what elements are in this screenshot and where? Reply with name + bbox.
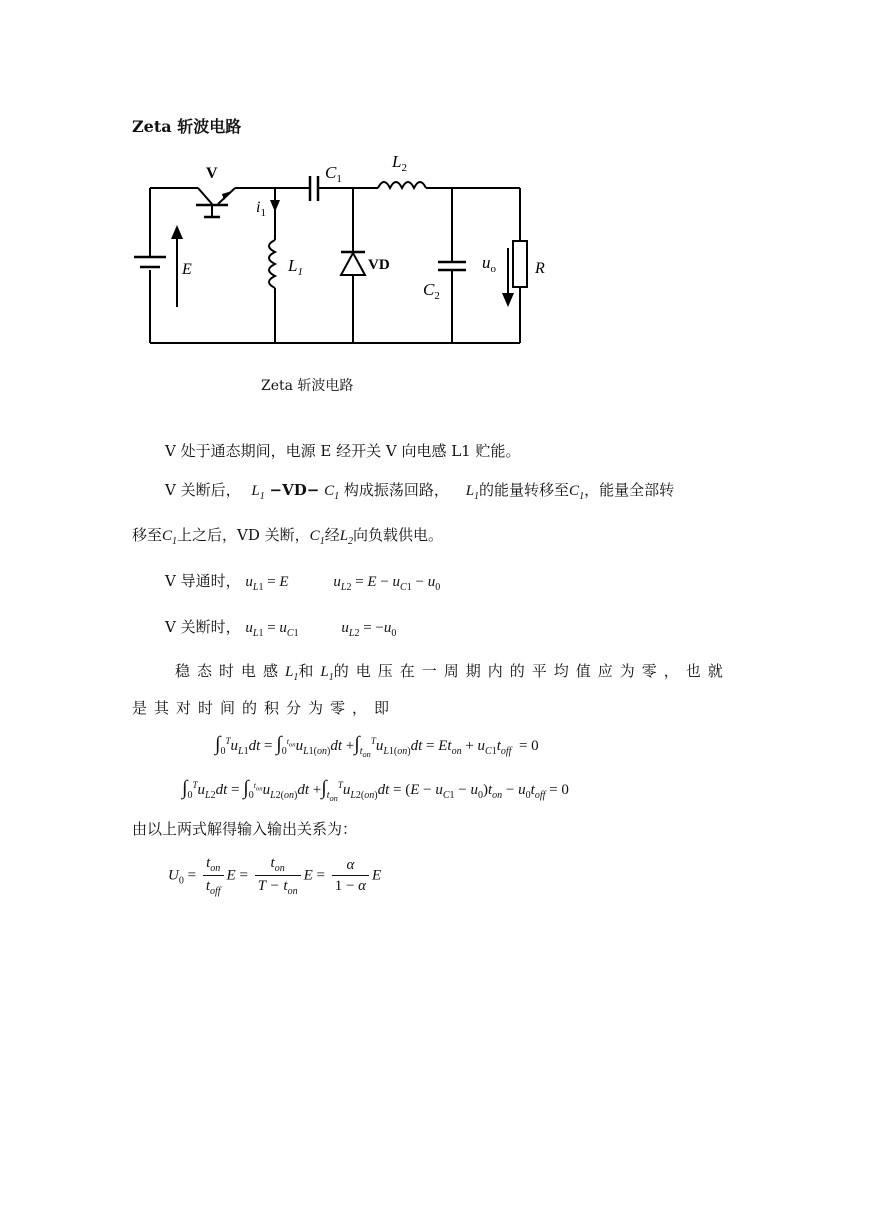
l1-label: $L_1$ [288, 256, 303, 278]
paragraph-1: V 处于通态期间，电源 E 经开关 V 向电感 L1 贮能。 [165, 442, 521, 460]
paragraph-7: 是其对时间的积分为零，即 [132, 699, 397, 717]
diode-label: VD [368, 257, 390, 273]
source-label: E [182, 261, 192, 278]
page-title: Zeta 斩波电路 [132, 117, 242, 136]
output-voltage-label: $u_o$ [482, 253, 496, 275]
paragraph-3: 移至$C_1$上之后，VD 关断，$C_1$经$L_2$向负载供电。 [132, 526, 444, 547]
paragraph-8: 由以上两式解得输入输出关系为： [132, 820, 358, 838]
transfer-equation: $U_0$ = $\frac{t_{on}}{t_{off}}$ E = $\frac{t_{on}}{T - t_{on}}$ E = $\frac{\alpha}{1 - \alpha}$ E [168, 855, 382, 897]
c2-label: $C_2$ [423, 280, 440, 302]
paragraph-6: 稳态时电感$L_1$和$L_1$的电压在一周期内的平均值应为零，也就 [175, 662, 730, 683]
l2-label: $L_2$ [392, 152, 407, 174]
paragraph-5: V 关断时， $u_{L1} = u_{C1}$ $u_{L2} = -u_0$ [165, 618, 397, 639]
resistor-label: R [535, 260, 545, 277]
figure-caption: Zeta 斩波电路 [261, 378, 354, 394]
switch-label: V [206, 165, 218, 182]
paragraph-2: V 关断后， $L_1 -VD- C_1$ 构成振荡回路， $L_1$的能量转移至$C_1$，能量全部转 [165, 481, 675, 502]
current-label: $i_1$ [256, 199, 266, 219]
integral-equation-2: $\int_0^Tu_{L2}dt = \int_0^{t_{on}}u_{L2(on)}dt +\int_{t_{on}}^Tu_{L2(on)}dt = (E - u_{C1} - u_0)t_{on} - u_0t_{off} = 0$ [182, 777, 569, 803]
zeta-circuit-diagram [120, 145, 580, 360]
paragraph-4: V 导通时， $u_{L1} = E$ $u_{L2} = E - u_{C1} - u_0$ [165, 572, 441, 593]
c1-label: $C_1$ [325, 163, 342, 185]
integral-equation-1: $\int_0^Tu_{L1}dt = \int_0^{t_{on}}u_{L1(on)}dt +\int_{t_{on}}^Tu_{L1(on)}dt = Et_{on} + u_{C1}t_{off} = 0$ [215, 733, 539, 759]
